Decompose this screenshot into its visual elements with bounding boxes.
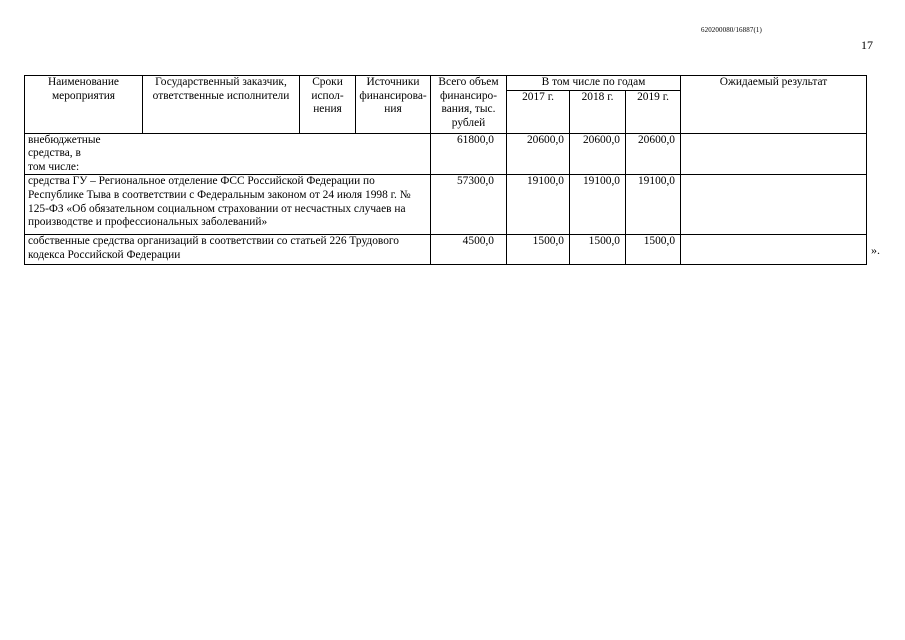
row-total: 4500,0: [431, 235, 507, 265]
col-header-by-years: В том числе по годам: [507, 76, 681, 91]
row-2018: 19100,0: [570, 175, 626, 235]
row-2017: 1500,0: [507, 235, 570, 265]
row-2019: 19100,0: [626, 175, 681, 235]
row-2017: 19100,0: [507, 175, 570, 235]
row-description: собственные средства организаций в соответствии со статьей 226 Трудового кодекса Российской Федерации: [25, 235, 431, 265]
col-header-terms: Сроки испол-нения: [300, 76, 356, 134]
header-row: [25, 76, 867, 91]
table-row: [25, 235, 867, 265]
row-2018: 1500,0: [570, 235, 626, 265]
table-row: [25, 133, 867, 175]
row-total: 61800,0: [431, 133, 507, 175]
row-2018: 20600,0: [570, 133, 626, 175]
row-result: [681, 235, 867, 265]
closing-quote: ».: [871, 243, 880, 257]
page-number: 17: [861, 38, 873, 52]
financing-table: [24, 75, 867, 265]
table-row: [25, 175, 867, 235]
document-code: 620200080/16887(1): [701, 26, 762, 34]
col-header-sources: Источники финансирова-ния: [356, 76, 431, 134]
col-header-year-2019: 2019 г.: [626, 90, 681, 133]
row-result: [681, 133, 867, 175]
col-header-customer: Государственный заказчик, ответственные исполнители: [143, 76, 300, 134]
col-header-name: Наименование мероприятия: [25, 76, 143, 134]
col-header-total: Всего объем финансиро-вания, тыс. рублей: [431, 76, 507, 134]
row-result: [681, 175, 867, 235]
row-description: внебюджетные средства, в том числе:: [25, 133, 431, 175]
row-2017: 20600,0: [507, 133, 570, 175]
col-header-year-2018: 2018 г.: [570, 90, 626, 133]
col-header-result: Ожидаемый результат: [681, 76, 867, 134]
row-2019: 20600,0: [626, 133, 681, 175]
row-description: средства ГУ – Региональное отделение ФСС Российской Федерации по Республике Тыва в соответствии с Федеральным законом от 24 июля 1998 г. № 125-ФЗ «Об обязательном социальном страховании от несчастных случаев на производстве и профессиональных заболеваний»: [25, 175, 431, 235]
row-total: 57300,0: [431, 175, 507, 235]
col-header-year-2017: 2017 г.: [507, 90, 570, 133]
row-2019: 1500,0: [626, 235, 681, 265]
